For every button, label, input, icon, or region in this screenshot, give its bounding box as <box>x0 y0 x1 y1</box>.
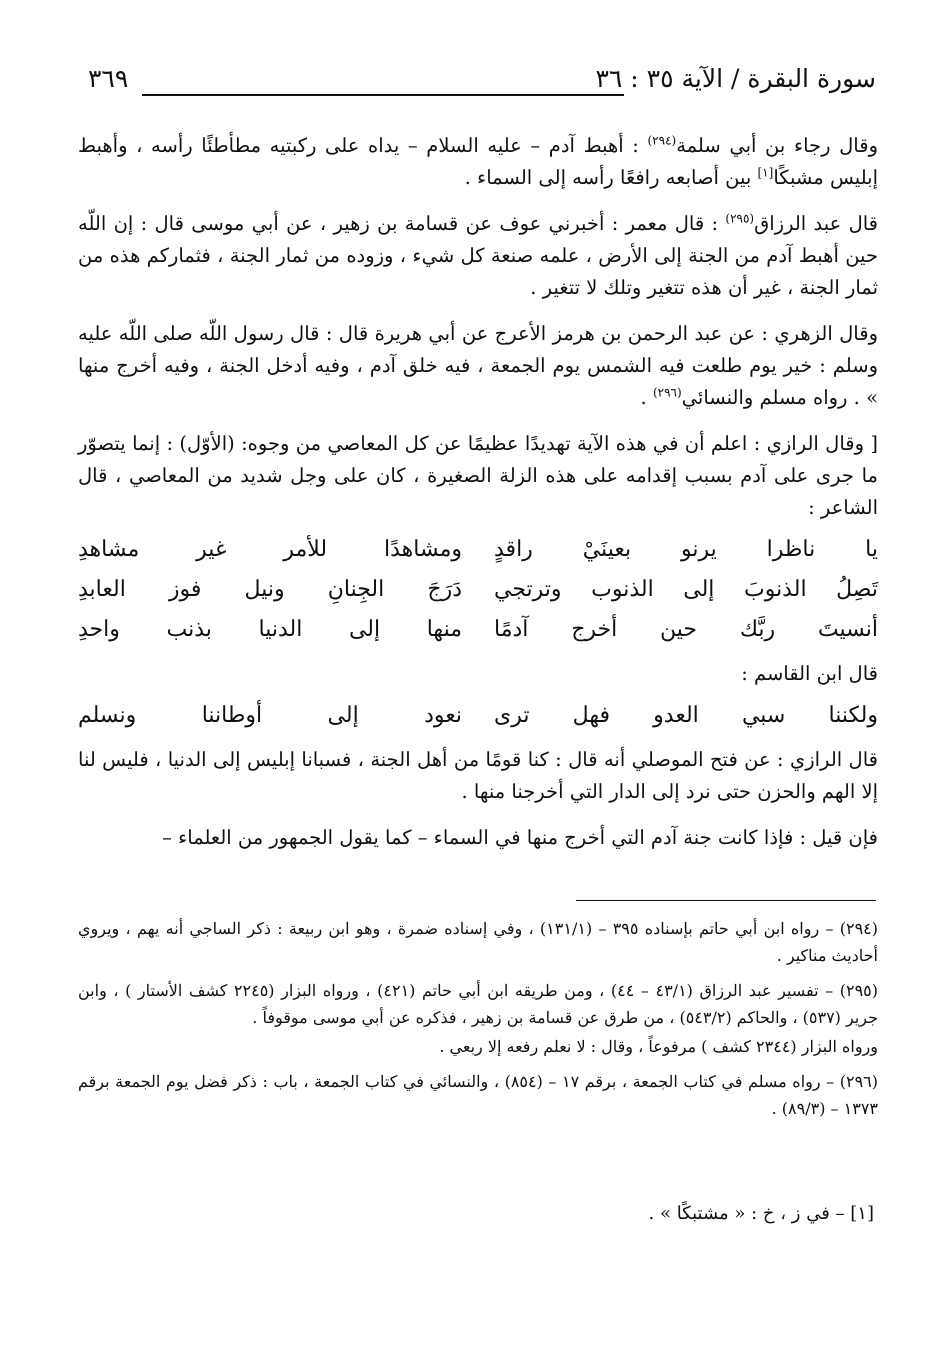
verse-line <box>78 610 878 650</box>
verse-second-hemistich: ومشاهدًا للأمر غير مشاهدِ <box>78 537 462 562</box>
paragraph-text: : أهبط آدم – عليه السلام – يداه على ركبتيه مطأطئًا رأسه ، وأهبط إبليس مشبكًا <box>78 134 878 189</box>
paragraph-question: فإن قيل : فإذا كانت جنة آدم التي أخرج منها في السماء – كما يقول الجمهور من العلماء – <box>162 826 878 849</box>
footnote-296: (٢٩٦) – رواه مسلم في كتاب الجمعة ، برقم ١٧ – (٨٥٤) ، والنسائي في كتاب الجمعة ، باب : ذكر فضل يوم الجمعة برقم ١٣٧٣ – (٨٩/٣) . <box>78 1072 879 1118</box>
verse-second-hemistich: دَرَجَ الجِنانِ ونيل فوز العابدِ <box>78 577 462 602</box>
footnote-ref-295[interactable]: (٢٩٥) <box>725 211 755 226</box>
editorial-note: [١] – في ز ، خ : « مشتبكًا » . <box>648 1203 874 1224</box>
main-text <box>78 130 878 868</box>
paragraph-abd-alrazzaq <box>78 208 878 304</box>
verse-line <box>78 696 878 736</box>
verse-first-hemistich: يا ناظرا يرنو بعينَيْ راقدٍ <box>494 537 878 562</box>
paragraph-fath-mosuli: قال الرازي : عن فتح الموصلي أنه قال : كنا قومًا من أهل الجنة ، فسبانا إبليس إلى الدنيا ، فليس لنا إلا الهم والحزن حتى نرد إلى الدار التي أخرجنا منها . <box>78 748 878 803</box>
poem-verse-ibn-alqasim <box>78 696 878 736</box>
footnote-ref-294[interactable]: (٢٩٤) <box>647 133 677 148</box>
verse-line <box>78 530 878 570</box>
verse-line <box>78 570 878 610</box>
verse-second-hemistich: منها إلى الدنيا بذنب واحدِ <box>78 617 462 642</box>
verse-first-hemistich: ولكننا سبي العدو فهل ترى <box>494 703 878 728</box>
verse-first-hemistich: أنسيتَ ربَّك حين أخرج آدمًا <box>494 617 878 642</box>
page-number: ٣٦٩ <box>88 64 129 93</box>
verse-first-hemistich: تَصِلُ الذنوبَ إلى الذنوب وترتجي <box>494 577 878 602</box>
verse-second-hemistich: نعود إلى أوطاننا ونسلم <box>78 703 462 728</box>
paragraph-zuhri <box>78 318 878 414</box>
footnote-294: (٢٩٤) – رواه ابن أبي حاتم بإسناده ٣٩٥ – (١٣١/١) ، وفي إسناده ضمرة ، وهو ابن ربيعة : ذكر الساجي أنه يهم ، ويروي أحاديث مناكير . <box>78 919 878 965</box>
paragraph-ibn-alqasim: قال ابن القاسم : <box>741 662 878 685</box>
editorial-ref-1[interactable]: [١] <box>757 165 774 180</box>
running-title: سورة البقرة / الآية ٣٥ : ٣٦ <box>595 64 876 93</box>
footnotes <box>78 915 878 1130</box>
paragraph-text: وقال الزهري : عن عبد الرحمن بن هرمز الأعرج عن أبي هريرة قال : قال رسول اللّه صلى اللّه عليه وسلم : خير يوم طلعت فيه الشمس يوم الجمعة ، فيه خلق آدم ، وفيه أدخل الجنة ، وفيه أخرج منها » . رواه مسلم والنسائي <box>78 322 878 409</box>
paragraph-text: وقال رجاء بن أبي سلمة <box>676 134 878 157</box>
paragraph-razi: [ وقال الرازي : اعلم أن في هذه الآية تهديدًا عظيمًا عن كل المعاصي من وجوه: (الأوّل) : إنما يتصوّر ما جرى على آدم بسبب إقدامه على هذه الزلة الصغيرة ، كان على وجل شديد من المعاصي ، قال الشاعر : <box>78 432 878 519</box>
paragraph-text: . <box>640 386 653 409</box>
footnote-295: (٢٩٥) – تفسير عبد الرزاق (٤٣/١ – ٤٤) ، ومن طريقه ابن أبي حاتم (٤٢١) ، ورواه البزار (٢٢٤٥ كشف الأستار ) ، وابن جرير (٥٣٧) ، والحاكم (٥٤٣/٢) ، من طرق عن قسامة بن زهير ، فذكره عن أبي موسى موقوفاً . <box>78 981 879 1027</box>
paragraph-text: بين أصابعه رافعًا رأسه إلى السماء . <box>464 166 758 189</box>
paragraph-text: قال عبد الرزاق <box>754 212 878 235</box>
header-rule <box>142 94 624 96</box>
paragraph-text: : قال معمر : أخبرني عوف عن قسامة بن زهير ، عن أبي موسى قال : إن اللّه حين أهبط آدم من الجنة إلى الأرض ، علمه صنعة كل شيء ، وزوده من ثمار الجنة ، فثماركم هذه من ثمار الجنة ، غير أن هذه تتغير وتلك لا تتغير . <box>78 212 878 299</box>
paragraph-raja <box>78 130 878 194</box>
book-page <box>60 50 886 1320</box>
footnote-ref-296[interactable]: (٢٩٦) <box>652 385 682 400</box>
poem-verses <box>78 530 878 650</box>
page-header <box>60 64 886 104</box>
footnote-separator <box>576 900 876 901</box>
footnote-295-continued: ورواه البزار (٢٣٤٤ كشف ) مرفوعاً ، وقال : لا نعلم رفعه إلا ربعي . <box>439 1037 878 1056</box>
